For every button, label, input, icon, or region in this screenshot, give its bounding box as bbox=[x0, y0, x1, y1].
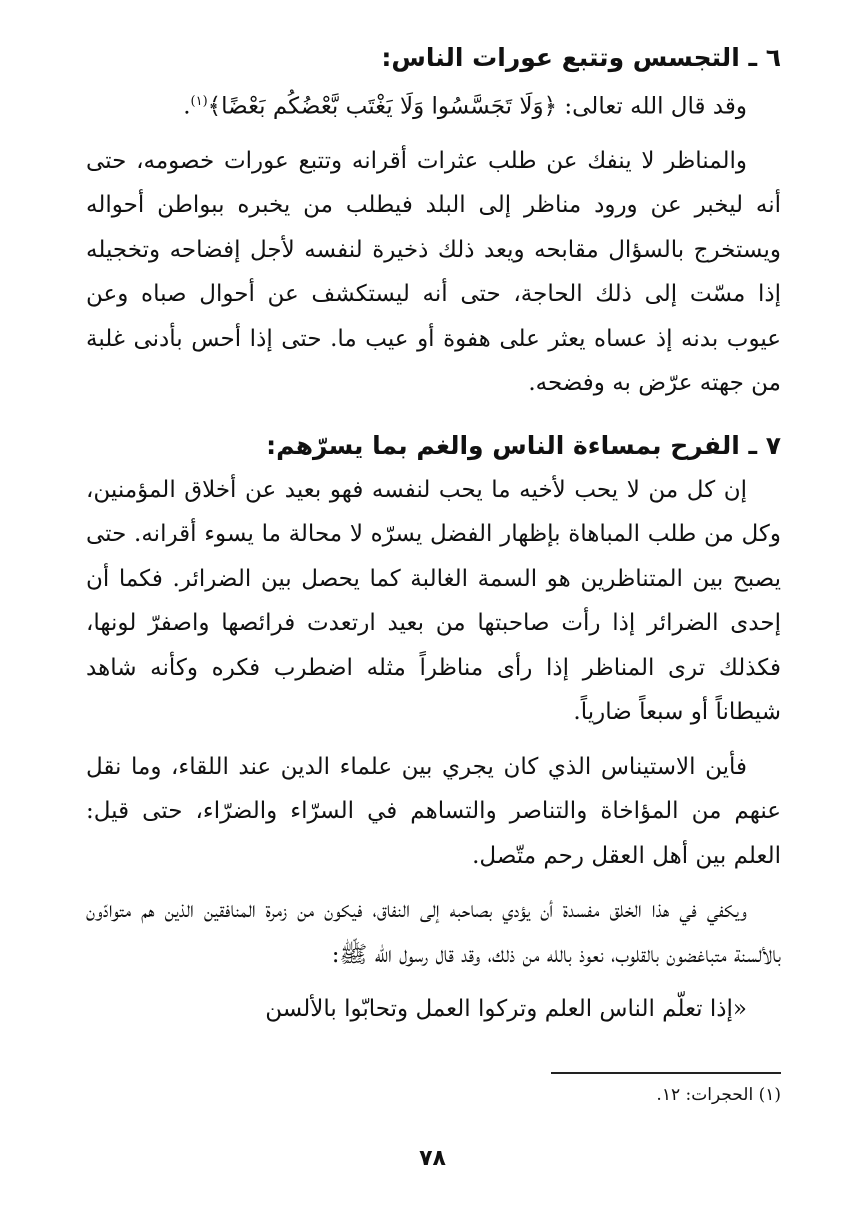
section-7-paragraph-2: فأين الاستيناس الذي كان يجري بين علماء الدين عند اللقاء، وما نقل عنهم من المؤاخاة والتناصر والتساهم في السرّاء والضرّاء، حتى قيل: العلم بين أهل العقل رحم متّصل. bbox=[86, 753, 782, 869]
footnote-ref: (١) bbox=[190, 94, 208, 109]
section-7-paragraph-3: ويكفي في هذا الخلق مفسدة أن يؤدي بصاحبه إلى النفاق، فيكون من زمرة المنافقين الذين هم متوادّون بالألسنة متباغضون بالقلوب، نعوذ بالله من ذلك، وقد قال رسول الله ﷺ: bbox=[86, 897, 781, 968]
verse-line bbox=[86, 80, 781, 129]
hadith-quote: «إذا تعلّم الناس العلم وتركوا العمل وتحابّوا بالألسن bbox=[265, 996, 747, 1023]
section-7-heading: ٧ ـ الفرح بمساءة الناس والغم بما يسرّهم: bbox=[266, 430, 781, 460]
footnote: (١) الحجرات: ١٢. bbox=[656, 1085, 781, 1105]
page-number: ٧٨ bbox=[419, 1146, 446, 1171]
section-6-heading: ٦ ـ التجسس وتتبع عورات الناس: bbox=[381, 43, 781, 72]
section-6-paragraph: والمناظر لا ينفك عن طلب عثرات أقرانه وتتبع عورات خصومه، حتى أنه ليخبر عن ورود مناظر إلى البلد فيطلب من يخبره ببواطن أحواله ويستخرج بالسؤال مقابحه ويعد ذلك ذخيرة لنفسه لأجل إفضاحه وتخجيله إذا مسّت إلى ذلك الحاجة، حتى أنه ليستكشف عن أحوال صباه وعن عيوب بدنه إذ عساه يعثر على هفوة أو عيب ما. حتى إذا أحس بأدنى غلبة من جهته عرّض به وفضحه. bbox=[86, 147, 781, 397]
footnote-separator bbox=[551, 1072, 781, 1074]
section-7-paragraph-1: إن كل من لا يحب لأخيه ما يحب لنفسه فهو بعيد عن أخلاق المؤمنين، وكل من طلب المباهاة بإظهار الفضل يسرّه لا محالة ما يسوء أقرانه. حتى يصبح بين المتناظرين هو السمة الغالبة كما يحصل بين الضرائر. فكما أن إحدى الضرائر إذا رأت صاحبتها من بعيد ارتعدت فرائصها واصفرّ لونها، فكذلك ترى المناظر إذا رأى مناظراً مثله اضطرب فكره وكأنه شاهد شيطاناً أو سبعاً ضارياً. bbox=[86, 476, 781, 726]
quran-verse: ﴿وَلَا تَجَسَّسُوا وَلَا يَغْتَب بَّعْضُكُم بَعْضًا﴾ bbox=[207, 93, 558, 120]
verse-end: . bbox=[183, 93, 191, 120]
verse-intro: وقد قال الله تعالى: bbox=[557, 93, 747, 120]
